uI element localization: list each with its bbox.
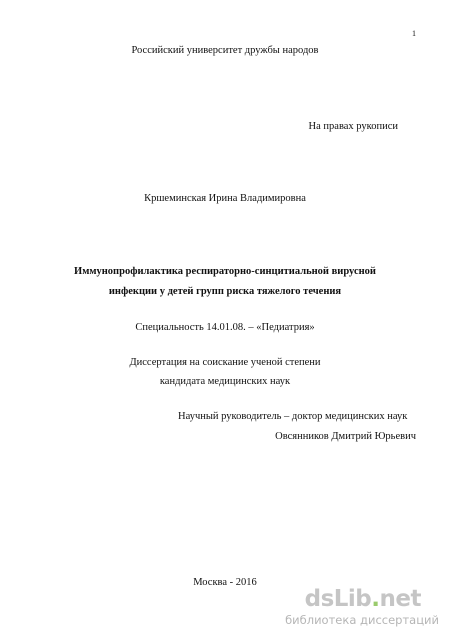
- watermark-logo-left: dsLib: [304, 586, 372, 612]
- supervisor-name: Овсянников Дмитрий Юрьевич: [275, 431, 416, 442]
- university-name: Российский университет дружбы народов: [131, 45, 319, 56]
- supervisor-role: Научный руководитель – доктор медицинских наук: [178, 411, 408, 422]
- dissertation-title-line-1: Иммунопрофилактика респираторно-синцитиальной вирусной: [74, 266, 376, 277]
- page-number: 1: [412, 29, 416, 38]
- dslib-watermark: [234, 586, 439, 630]
- watermark-tagline: библиотека диссертаций: [285, 613, 439, 627]
- manuscript-rights-note: На правах рукописи: [308, 121, 398, 132]
- watermark-logo: [305, 586, 421, 612]
- watermark-logo-right: net: [379, 586, 421, 612]
- author-name: Кршеминская Ирина Владимировна: [144, 193, 306, 204]
- degree-line-1: Диссертация на соискание ученой степени: [129, 357, 321, 368]
- degree-line-2: кандидата медицинских наук: [159, 376, 291, 387]
- dissertation-title-line-2: инфекции у детей групп риска тяжелого течения: [108, 286, 342, 297]
- city-year: Москва - 2016: [193, 577, 257, 588]
- watermark-logo-dot: .: [371, 586, 380, 612]
- specialty: Специальность 14.01.08. – «Педиатрия»: [135, 322, 315, 333]
